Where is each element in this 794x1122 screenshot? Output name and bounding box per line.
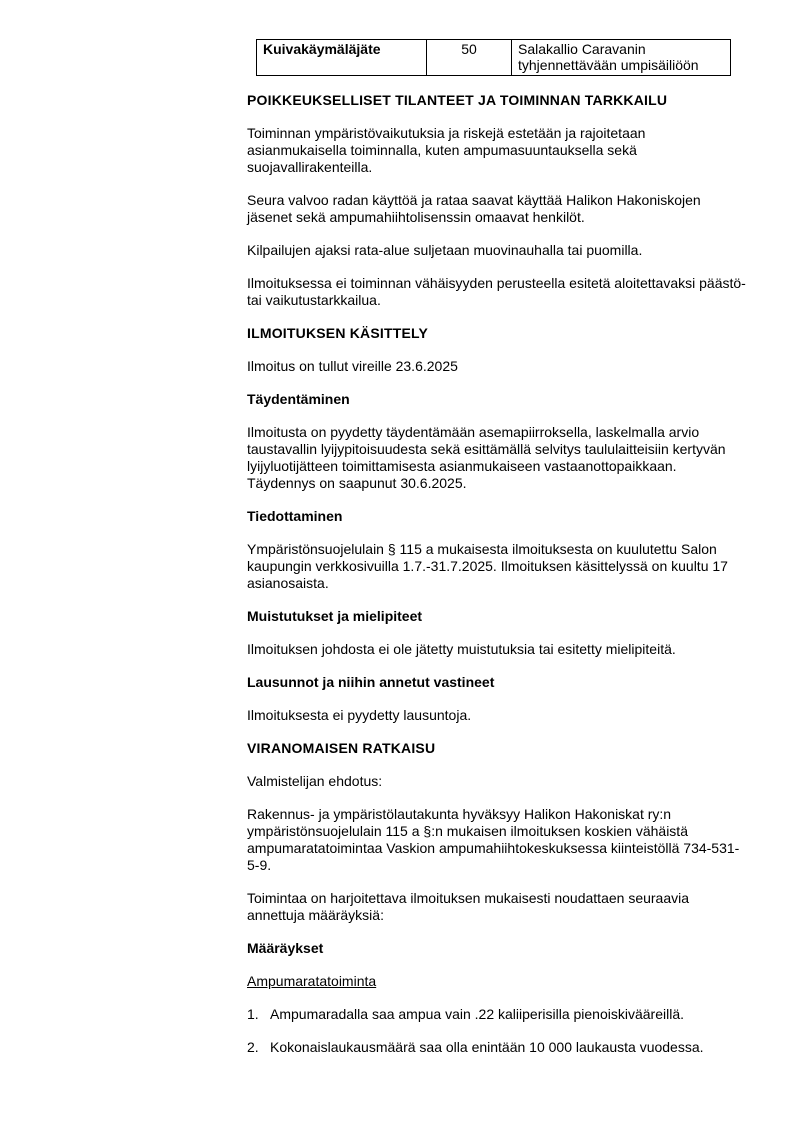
subsection-heading-tiedottaminen: Tiedottaminen <box>247 508 343 524</box>
subsection-heading-maaraykset: Määräykset <box>247 940 324 956</box>
paragraph-kilpailujen-ajaksi: Kilpailujen ajaksi rata-alue suljetaan muovinauhalla tai puomilla. <box>247 242 643 258</box>
paragraph-tiedottaminen: Ympäristönsuojelulain § 115 a mukaisesta ilmoituksesta on kuulutettu Salon kaupungin verkkosivuilla 1.7.-31.7.2025. Ilmoituksen käsittelyssä on kuultu 17 asianosaista. <box>247 541 728 591</box>
paragraph-valmistelijan-ehdotus: Valmistelijan ehdotus: <box>247 773 383 789</box>
paragraph-seura-valvoo: Seura valvoo radan käyttöä ja rataa saavat käyttää Halikon Hakoniskojen jäsenet sekä ampumahiihtolisenssin omaavat henkilöt. <box>247 192 701 225</box>
paragraph-vireille-date: Ilmoitus on tullut vireille 23.6.2025 <box>247 358 458 374</box>
subsection-heading-muistutukset: Muistutukset ja mielipiteet <box>247 608 423 624</box>
list-item-text: Ampumaradalla saa ampua vain .22 kaliiperisilla pienoiskivääreillä. <box>270 1006 684 1022</box>
paragraph-muistutukset: Ilmoituksen johdosta ei ole jätetty muistutuksia tai esitetty mielipiteitä. <box>247 641 676 657</box>
paragraph-toiminnan-ymparistovaikutuksia: Toiminnan ympäristövaikutuksia ja riskejä estetään ja rajoitetaan asianmukaisella toiminnalla, kuten ampumasuuntauksella sekä suojavallirakenteilla. <box>247 125 646 175</box>
paragraph-toimintaa-harjoitettava: Toimintaa on harjoitettava ilmoituksen mukaisesti noudattaen seuraavia annettuja määräyksiä: <box>247 890 690 923</box>
list-item-number: 2. <box>247 1039 259 1055</box>
list-item <box>247 1039 747 1056</box>
document-content <box>247 39 747 1072</box>
paragraph-ilmoituksessa-ei: Ilmoituksessa ei toiminnan vähäisyyden perusteella esitetä aloitettavaksi päästö- tai vaikutustarkkailua. <box>247 275 746 308</box>
list-item-number: 1. <box>247 1006 259 1022</box>
table-row <box>257 40 731 76</box>
list-item <box>247 1006 747 1023</box>
section-heading-poikkeukselliset-tilanteet: POIKKEUKSELLISET TILANTEET JA TOIMINNAN TARKKAILU <box>247 92 668 108</box>
waste-table <box>256 39 731 76</box>
section-heading-viranomaisen-ratkaisu: VIRANOMAISEN RATKAISU <box>247 740 436 756</box>
waste-amount-cell: 50 <box>427 40 512 76</box>
waste-destination-cell: Salakallio Caravanin tyhjennettävään umpisäiliöön <box>512 40 731 76</box>
section-heading-ilmoituksen-kasittely: ILMOITUKSEN KÄSITTELY <box>247 325 429 341</box>
waste-type-cell: Kuivakäymäläjäte <box>257 40 427 76</box>
list-item-text: Kokonaislaukausmäärä saa olla enintään 10 000 laukausta vuodessa. <box>270 1039 704 1055</box>
paragraph-rakennuslautakunta-hyvaksyy: Rakennus- ja ympäristölautakunta hyväksyy Halikon Hakoniskat ry:n ympäristönsuojelulain 115 a §:n mukaisen ilmoituksen koskien vähäistä ampumaratatoimintaa Vaskion ampumahiihtokeskuksessa kiinteistöllä 734-531-5-9. <box>247 806 740 873</box>
subsection-heading-taydentaminen: Täydentäminen <box>247 391 350 407</box>
subsection-heading-ampumaratatoiminta: Ampumaratatoiminta <box>247 973 377 989</box>
subsection-heading-lausunnot: Lausunnot ja niihin annetut vastineet <box>247 674 495 690</box>
paragraph-lausunnot: Ilmoituksesta ei pyydetty lausuntoja. <box>247 707 472 723</box>
paragraph-taydentaminen: Ilmoitusta on pyydetty täydentämään asemapiirroksella, laskelmalla arvio taustavallin lyijypitoisuudesta sekä esittämällä selvitys taululaitteisiin kertyvän lyijyluotijätteen toimittamisesta asianmukaiseen vastaanottopaikkaan. Täydennys on saapunut 30.6.2025. <box>247 424 726 491</box>
